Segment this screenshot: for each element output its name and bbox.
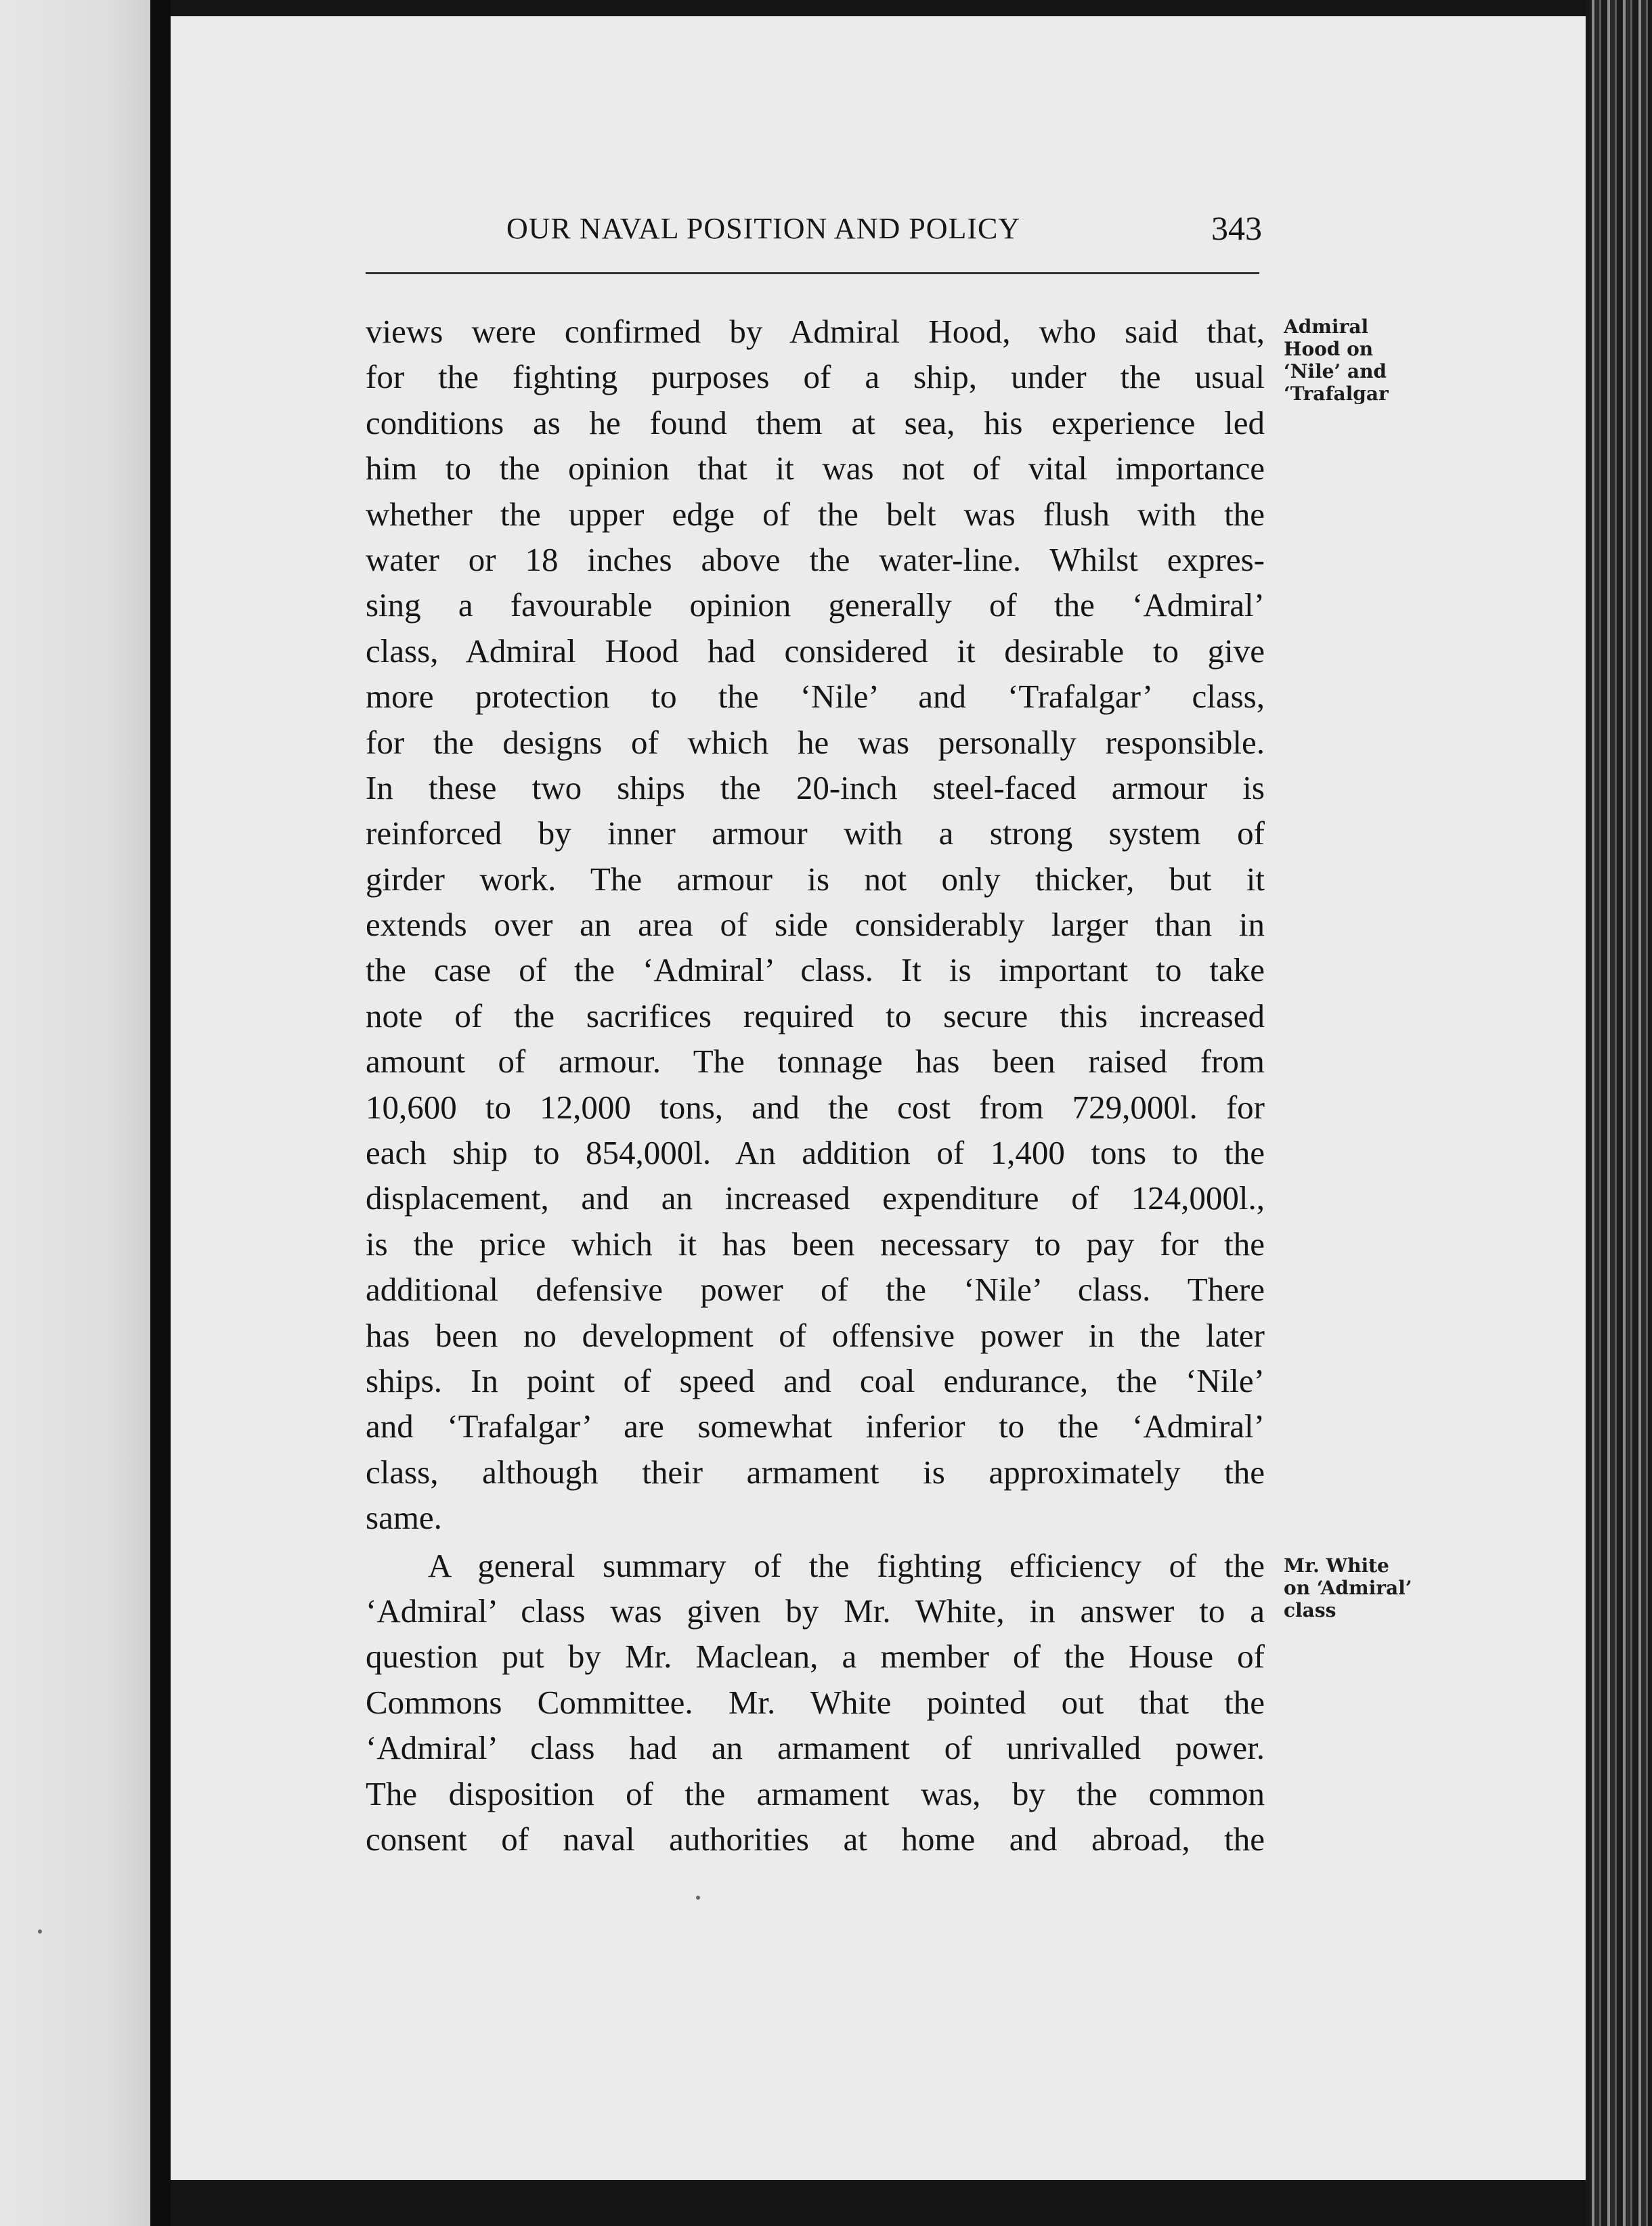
text-line: question put by Mr. Maclean, a member of the House of	[366, 1638, 1265, 1676]
paragraph-1	[366, 309, 1265, 1541]
print-speck	[38, 1929, 42, 1934]
text-line: A general summary of the fighting efficiency of the	[428, 1546, 1265, 1584]
text-line: and ‘Trafalgar’ are somewhat inferior to the ‘Admiral’	[366, 1407, 1265, 1445]
text-line: note of the sacrifices required to secure this increased	[366, 997, 1265, 1034]
page-header	[366, 211, 1265, 259]
running-title: OUR NAVAL POSITION AND POLICY	[506, 212, 1021, 245]
text-line: class, Admiral Hood had considered it desirable to give	[366, 632, 1265, 670]
text-line: class, although their armament is approximately the	[366, 1453, 1265, 1491]
text-line: In these two ships the 20-inch steel-faced armour is	[366, 768, 1265, 806]
text-line: him to the opinion that it was not of vital importance	[366, 450, 1265, 487]
text-line: same.	[366, 1499, 442, 1537]
sidenote-line: Mr. White	[1284, 1554, 1389, 1577]
text-line: is the price which it has been necessary to pay for the	[366, 1225, 1265, 1263]
text-line: water or 18 inches above the water-line. Whilst expres-	[366, 540, 1265, 578]
text-line: amount of armour. The tonnage has been raised from	[366, 1043, 1265, 1081]
facing-page-edge	[0, 0, 150, 2226]
text-line: reinforced by inner armour with a strong system of	[366, 814, 1265, 852]
book-gutter	[150, 0, 171, 2226]
text-line: The disposition of the armament was, by the common	[366, 1774, 1265, 1812]
text-line: Commons Committee. Mr. White pointed out that the	[366, 1683, 1265, 1721]
text-line: for the fighting purposes of a ship, under the usual	[366, 358, 1265, 396]
text-line: sing a favourable opinion generally of the ‘Admiral’	[366, 586, 1265, 624]
text-line: additional defensive power of the ‘Nile’ class. There	[366, 1271, 1265, 1309]
page-number: 343	[1211, 209, 1262, 247]
text-line: extends over an area of side considerably larger than in	[366, 906, 1265, 944]
text-line: more protection to the ‘Nile’ and ‘Trafalgar’ class,	[366, 678, 1265, 716]
sidenote-line: on ‘Admiral’	[1284, 1577, 1412, 1599]
text-line: the case of the ‘Admiral’ class. It is important to take	[366, 951, 1265, 989]
body-text	[366, 309, 1265, 1862]
text-line: ‘Admiral’ class had an armament of unrivalled power.	[366, 1729, 1265, 1767]
text-line: girder work. The armour is not only thicker, but it	[366, 860, 1265, 898]
text-line: each ship to 854,000l. An addition of 1,400 tons to the	[366, 1134, 1265, 1172]
sidenote-line: ‘Trafalgar	[1284, 383, 1389, 405]
text-line: has been no development of offensive power in the later	[366, 1316, 1265, 1354]
text-line: consent of naval authorities at home and abroad, the	[366, 1820, 1265, 1858]
text-line: ‘Admiral’ class was given by Mr. White, in answer to a	[366, 1592, 1265, 1630]
sidenote-admiral-hood	[1284, 315, 1389, 405]
sidenote-line: class	[1284, 1599, 1336, 1621]
text-line: whether the upper edge of the belt was flush with the	[366, 495, 1265, 533]
text-line: for the designs of which he was personally responsible.	[366, 723, 1265, 761]
text-line: views were confirmed by Admiral Hood, who said that,	[366, 313, 1265, 350]
text-line: ships. In point of speed and coal endurance, the ‘Nile’	[366, 1361, 1265, 1399]
text-line: conditions as he found them at sea, his experience led	[366, 403, 1265, 441]
sidenote-line: Hood on	[1284, 338, 1374, 360]
print-speck	[696, 1896, 700, 1900]
sidenote-line: Admiral	[1284, 315, 1369, 338]
paragraph-2	[366, 1543, 1265, 1862]
sidenote-line: ‘Nile’ and	[1284, 360, 1387, 383]
text-line: 10,600 to 12,000 tons, and the cost from 729,000l. for	[366, 1088, 1265, 1126]
text-line: displacement, and an increased expenditure of 124,000l.,	[366, 1179, 1265, 1217]
page-edges	[1586, 0, 1652, 2226]
header-rule	[366, 272, 1259, 274]
sidenote-mr-white	[1284, 1554, 1412, 1621]
